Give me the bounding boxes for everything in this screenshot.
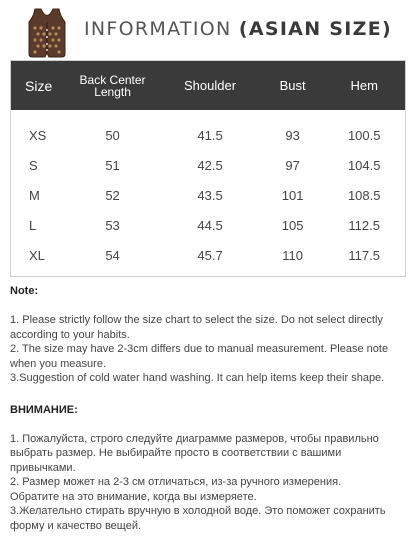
header-size: Size [25, 77, 53, 94]
note-line-en: according to your habits. [10, 328, 130, 341]
cell-bust: 105 [281, 217, 304, 233]
cell-hem: 100.5 [347, 127, 381, 143]
table-row [11, 180, 405, 210]
table-body [11, 110, 405, 276]
cell-size: M [29, 187, 40, 203]
cell-hem: 117.5 [348, 247, 380, 263]
table-row [11, 150, 405, 180]
header-back-center-line2: Length [94, 84, 131, 99]
cell-shoulder: 44.5 [197, 217, 223, 233]
cell-back-center-length: 51 [105, 157, 120, 173]
header-bust: Bust [279, 78, 306, 93]
cell-back-center-length: 54 [105, 247, 120, 263]
note-line-ru: выбрать размер. Не выбирайте просто в соответствии с вашими [10, 447, 342, 459]
cell-back-center-length: 50 [105, 127, 120, 143]
cell-size: XS [29, 127, 47, 143]
note-line-ru: 1. Пожалуйста, строго следуйте диаграмме размеров, чтобы правильно [10, 432, 379, 445]
note-line-en: when you measure. [10, 357, 106, 370]
table-row [11, 210, 405, 240]
size-table [10, 60, 406, 277]
cell-hem: 108.5 [347, 187, 381, 203]
cell-hem: 104.5 [347, 157, 381, 173]
header-back-center-length [67, 74, 159, 98]
cell-bust: 97 [285, 157, 300, 173]
cell-hem: 112.5 [348, 217, 380, 233]
cell-back-center-length: 53 [105, 217, 120, 233]
cell-bust: 110 [282, 247, 303, 263]
table-row [11, 240, 405, 270]
cell-bust: 101 [281, 187, 304, 203]
vest-thumbnail-icon [22, 6, 72, 60]
cell-size: S [29, 157, 38, 173]
note-title-en: Note: [10, 285, 39, 297]
page-title [84, 18, 392, 40]
header-shoulder: Shoulder [184, 78, 237, 93]
table-row [11, 120, 405, 150]
table-header [11, 61, 405, 110]
cell-size: L [29, 217, 37, 233]
note-line-en: 2. The size may have 2-3cm differs due to manual measurement. Please note [10, 343, 389, 355]
notes-section [10, 285, 406, 533]
note-line-ru: привычками. [10, 461, 76, 474]
header [0, 0, 416, 66]
cell-shoulder: 43.5 [197, 187, 223, 203]
cell-back-center-length: 52 [105, 187, 120, 203]
title-bold: (ASIAN SIZE) [238, 18, 392, 40]
note-title-ru: ВНИМАНИЕ: [10, 403, 78, 416]
cell-size: XL [29, 247, 45, 263]
note-line-ru: 2. Размер может на 2-3 см отличаться, из-за ручного измерения. [10, 476, 342, 488]
note-line-en: 1. Please strictly follow the size chart to select the size. Do not select directly [10, 314, 383, 326]
cell-shoulder: 42.5 [197, 157, 223, 173]
note-line-ru: форму и качество вещей. [10, 519, 142, 532]
header-back-center-line1: Back Center [79, 72, 146, 87]
cell-bust: 93 [285, 127, 300, 143]
cell-shoulder: 41.5 [197, 127, 223, 143]
title-light: INFORMATION [84, 18, 239, 40]
header-hem: Hem [350, 78, 378, 93]
note-line-en: 3.Suggestion of cold water hand washing. It can help items keep their shape. [10, 372, 385, 384]
note-line-ru: Обратите на это внимание, когда вы измеряете. [10, 490, 257, 503]
note-line-ru: 3.Желательно стирать вручную в холодной воде. Это поможет сохранить [10, 505, 386, 517]
cell-shoulder: 45.7 [197, 247, 223, 263]
